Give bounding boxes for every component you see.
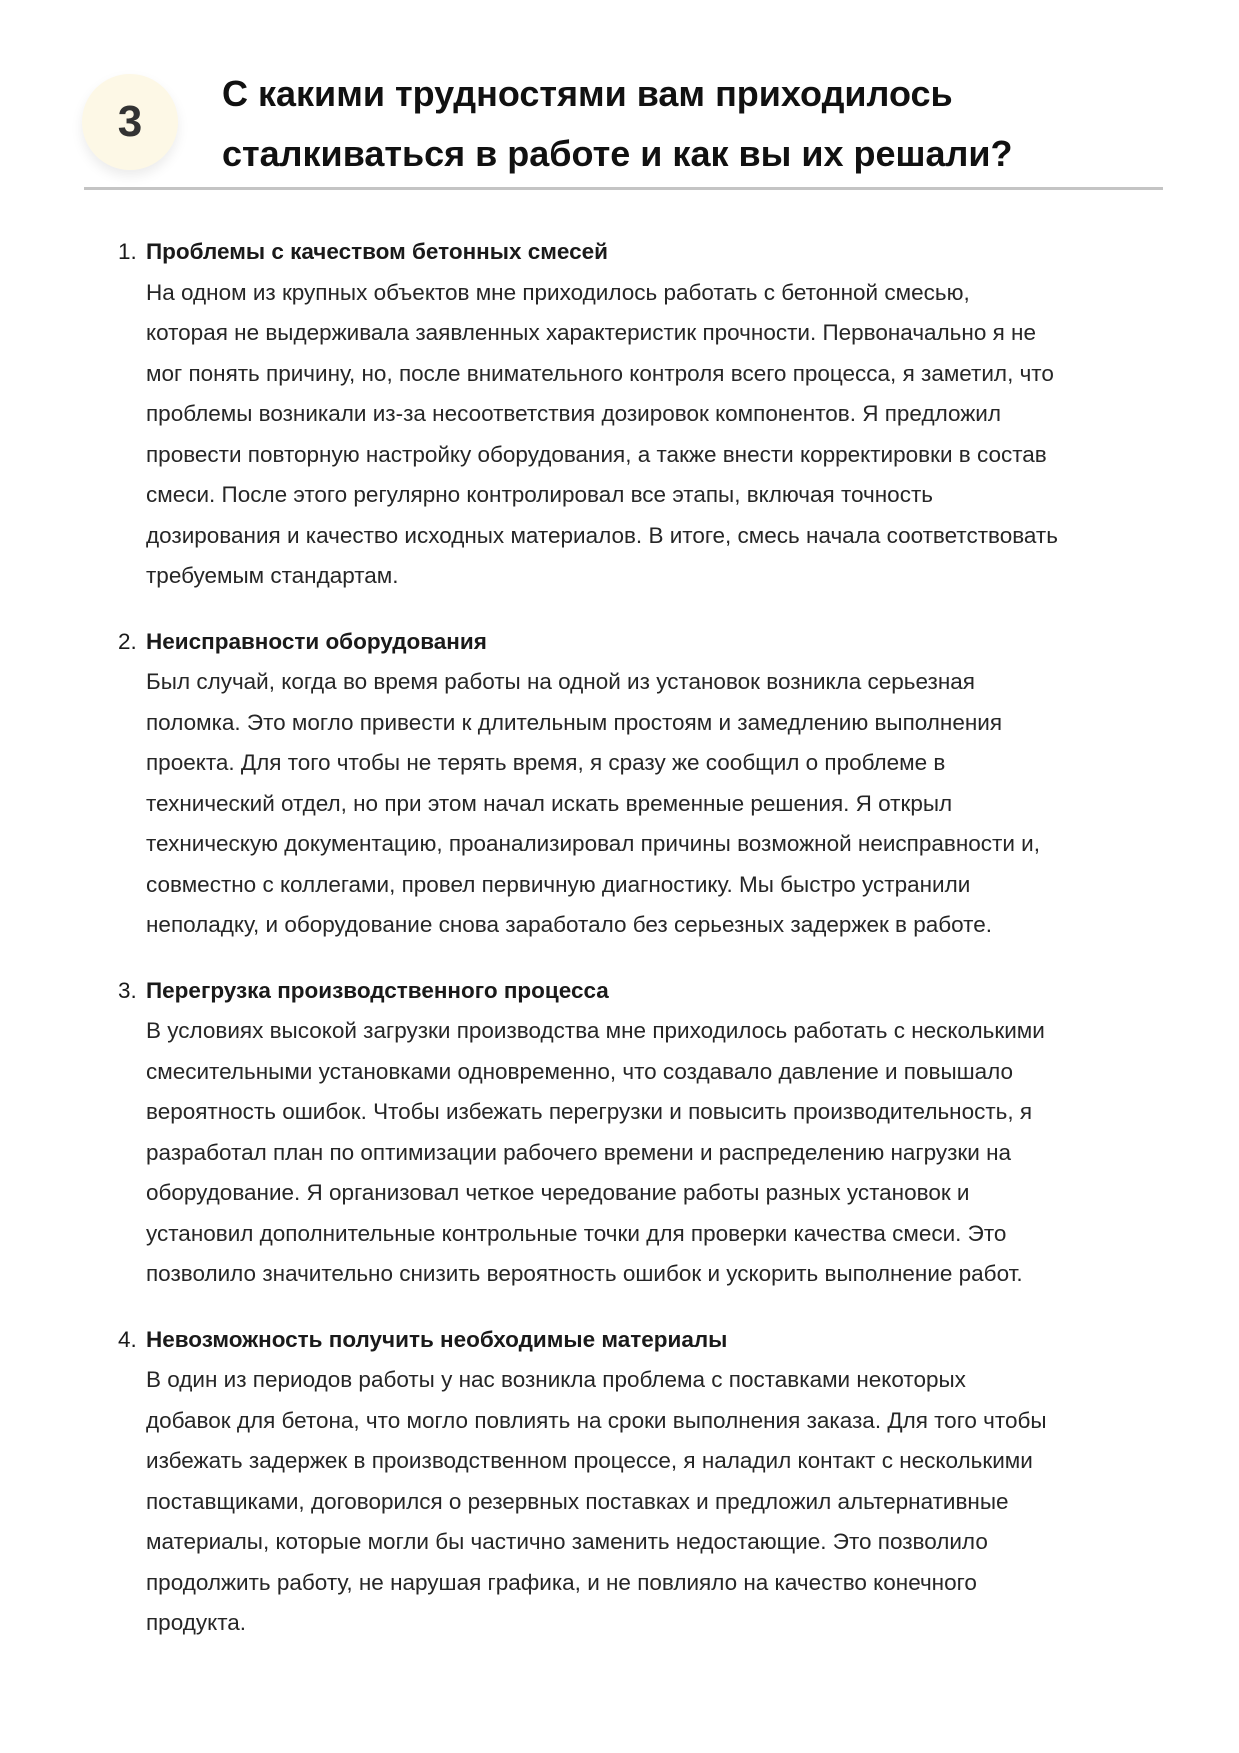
item-text-line: продолжить работу, не нарушая графика, и не повлияло на качество конечного [146,1569,977,1595]
item-text-line: провести повторную настройку оборудования, а также внести корректировки в состав [146,441,1047,467]
item-heading: Неисправности оборудования [146,628,487,654]
item-text-line: На одном из крупных объектов мне приходилось работать с бетонной смесью, [146,279,970,305]
title-line: сталкиваться в работе и как вы их решали? [222,133,1013,174]
item-text-line: позволило значительно снизить вероятность ошибок и ускорить выполнение работ. [146,1261,1023,1286]
item-text-line: поставщиками, договорился о резервных поставках и предложил альтернативные [146,1488,1009,1514]
item-text-line: проекта. Для того чтобы не терять время, я сразу же сообщил о проблеме в [146,750,946,775]
item-number: 2. [118,628,137,654]
item-text-line: вероятность ошибок. Чтобы избежать перегрузки и повысить производительность, я [146,1099,1033,1124]
item-text-line: проблемы возникали из-за несоответствия дозировок компонентов. Я предложил [146,401,1001,426]
item-text-line: дозирования и качество исходных материалов. В итоге, смесь начала соответствовать [146,522,1058,548]
item-text-line: технический отдел, но при этом начал искать временные решения. Я открыл [146,790,953,816]
item-text-line: разработал план по оптимизации рабочего времени и распределению нагрузки на [146,1139,1012,1165]
item-text-line: требуемым стандартам. [146,563,399,588]
page-title [222,64,1013,184]
item-text-line: В условиях высокой загрузки производства мне приходилось работать с несколькими [146,1018,1045,1043]
item-text-line: смесительными установками одновременно, что создавало давление и повышало [146,1058,1014,1084]
item-heading: Невозможность получить необходимые материалы [146,1326,728,1352]
item-text-line: неполадку, и оборудование снова заработало без серьезных задержек в работе. [146,912,993,937]
item-text-line: оборудование. Я организовал четкое чередование работы разных установок и [146,1180,970,1205]
list-item [118,622,1176,946]
item-text-line: поломка. Это могло привести к длительным простоям и замедлению выполнения [146,709,1003,735]
answer-list [118,232,1176,1669]
item-text-line: В один из периодов работы у нас возникла проблема с поставками некоторых [146,1367,966,1392]
item-text-line: техническую документацию, проанализировал причины возможной неисправности и, [146,831,1040,856]
question-number-badge: 3 [82,74,178,170]
item-number: 4. [118,1326,137,1352]
item-text-line: мог понять причину, но, после внимательного контроля всего процесса, я заметил, что [146,360,1054,386]
item-heading: Проблемы с качеством бетонных смесей [146,239,608,264]
item-text-line: добавок для бетона, что могло повлиять на сроки выполнения заказа. Для того чтобы [146,1407,1047,1433]
list-item [118,232,1176,597]
item-number: 1. [118,239,137,264]
title-line: С какими трудностями вам приходилось [222,73,953,114]
item-number: 3. [118,977,137,1003]
item-text-line: избежать задержек в производственном процессе, я наладил контакт с несколькими [146,1448,1033,1473]
item-text-line: материалы, которые могли бы частично заменить недостающие. Это позволило [146,1529,988,1554]
divider [84,187,1163,190]
item-text-line: смеси. После этого регулярно контролировал все этапы, включая точность [146,482,933,507]
item-text-line: продукта. [146,1610,247,1635]
item-text-line: совместно с коллегами, провел первичную диагностику. Мы быстро устранили [146,871,971,897]
list-item [118,1320,1176,1644]
list-item [118,971,1176,1295]
item-text-line: Был случай, когда во время работы на одной из установок возникла серьезная [146,669,975,694]
item-text-line: которая не выдерживала заявленных характеристик прочности. Первоначально я не [146,320,1036,345]
item-heading: Перегрузка производственного процесса [146,977,609,1003]
item-text-line: установил дополнительные контрольные точки для проверки качества смеси. Это [146,1220,1007,1246]
